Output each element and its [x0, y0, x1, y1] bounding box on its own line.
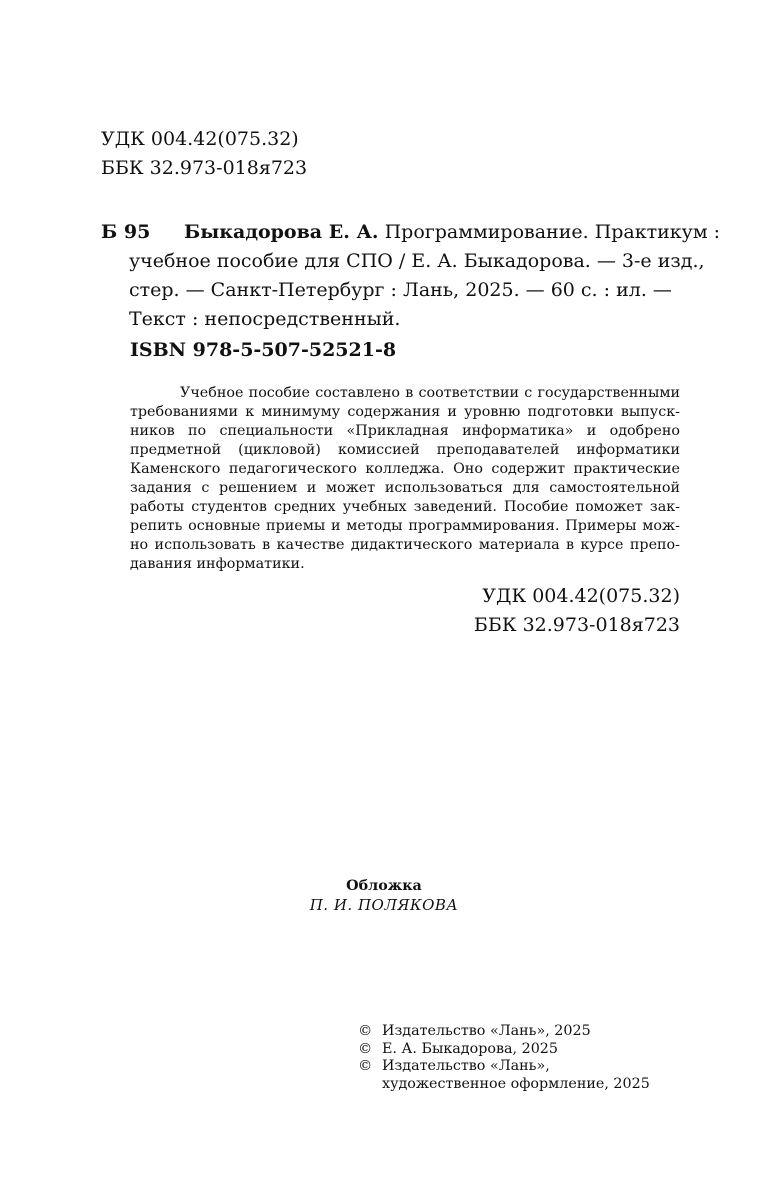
annotation-line: ников по специальности «Прикладная информатика» и одобрено: [130, 423, 680, 439]
copyright-row: художественное оформление, 2025: [382, 1075, 650, 1092]
annotation-line: но использовать в качестве дидактического материала в курсе препо-: [130, 537, 680, 553]
entry-line-3: стер. — Санкт-Петербург : Лань, 2025. — 60 с. : ил. —: [129, 279, 672, 301]
copyright-text: Издательство «Лань», 2025: [382, 1023, 591, 1039]
cover-label: Обложка: [346, 878, 422, 894]
bbk-code-bottom: ББК 32.973-018я723: [473, 614, 680, 636]
annotation-line: предметной (цикловой) комиссией преподавателей информатики: [130, 442, 680, 458]
udk-code-top: УДК 004.42(075.32): [101, 128, 299, 150]
isbn: ISBN 978-5-507-52521-8: [130, 339, 397, 361]
cover-artist: П. И. ПОЛЯКОВА: [309, 896, 459, 914]
entry-author: Быкадорова Е. А.: [184, 221, 379, 243]
annotation-line: Каменского педагогического колледжа. Оно содержит практические: [130, 461, 680, 477]
entry-title: Программирование. Практикум :: [378, 221, 721, 243]
udk-code-bottom: УДК 004.42(075.32): [482, 585, 680, 607]
annotation-line: задания с решением и может использоваться для самостоятельной: [130, 480, 680, 496]
annotation: [130, 384, 680, 574]
copyright-text: Е. А. Быкадорова, 2025: [382, 1040, 559, 1057]
copyright-icon: ©: [358, 1040, 373, 1057]
annotation-line: репить основные приемы и методы программирования. Примеры мож-: [130, 518, 680, 534]
entry-line-2: учебное пособие для СПО / Е. А. Быкадорова. — 3-е изд.,: [129, 250, 705, 272]
bbk-code-top: ББК 32.973-018я723: [101, 157, 308, 179]
copyright-row: [358, 1058, 650, 1076]
annotation-line: требованиями к минимуму содержания и уровню подготовки выпуск-: [130, 404, 680, 420]
copyright-icon: ©: [358, 1058, 373, 1074]
entry-line-4: Текст : непосредственный.: [129, 308, 401, 330]
copyright-row: [358, 1023, 650, 1041]
annotation-line: давания информатики.: [130, 556, 305, 572]
copyright-row: [358, 1041, 650, 1059]
annotation-line: работы студентов средних учебных заведений. Пособие поможет зак-: [130, 499, 680, 515]
copyright-icon: ©: [358, 1023, 373, 1039]
bibliographic-entry: [129, 218, 721, 334]
annotation-line: Учебное пособие составлено в соответствии с государственными: [180, 385, 680, 401]
author-mark: Б 95: [101, 221, 151, 243]
copyright-block: [358, 1023, 650, 1093]
entry-line-1: [184, 218, 721, 247]
copyright-text: Издательство «Лань»,: [382, 1058, 550, 1074]
